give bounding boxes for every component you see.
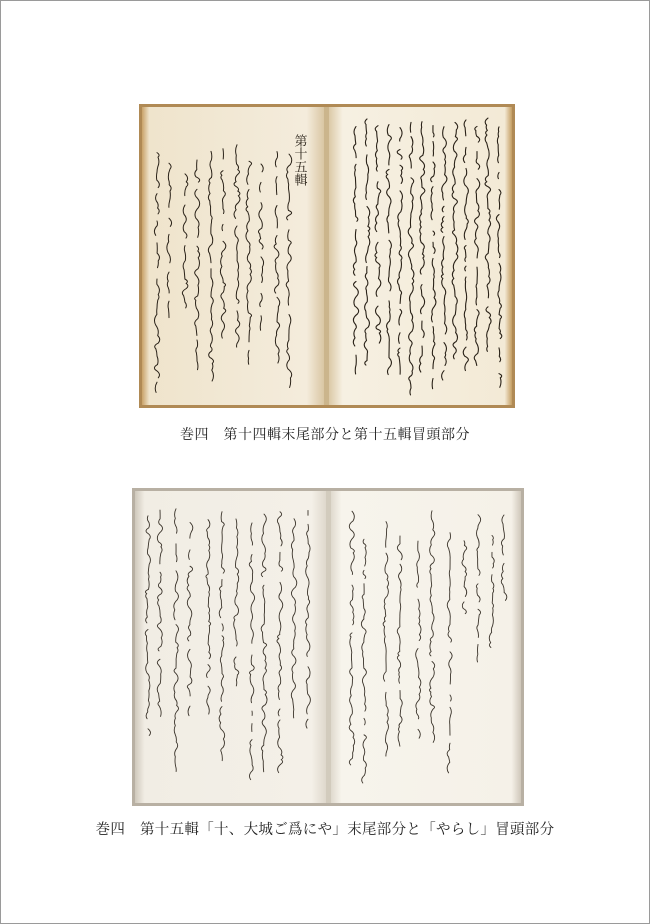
- figure-caption-2: 巻四 第十五輯「十、大城ご爲にや」末尾部分と「やらし」冒頭部分: [95, 822, 555, 838]
- manuscript-spread-1: [139, 104, 515, 408]
- left-page: [135, 491, 327, 803]
- manuscript-heading: 第十五輯: [291, 134, 307, 186]
- manuscript-photo-2: [132, 488, 524, 806]
- right-page: [330, 491, 521, 803]
- manuscript-photo-1: [139, 104, 515, 408]
- manuscript-spread-2: [132, 488, 524, 806]
- figure-caption-1: 巻四 第十四輯末尾部分と第十五輯冒頭部分: [180, 427, 470, 443]
- book-gutter: [326, 491, 331, 803]
- book-gutter: [324, 107, 329, 405]
